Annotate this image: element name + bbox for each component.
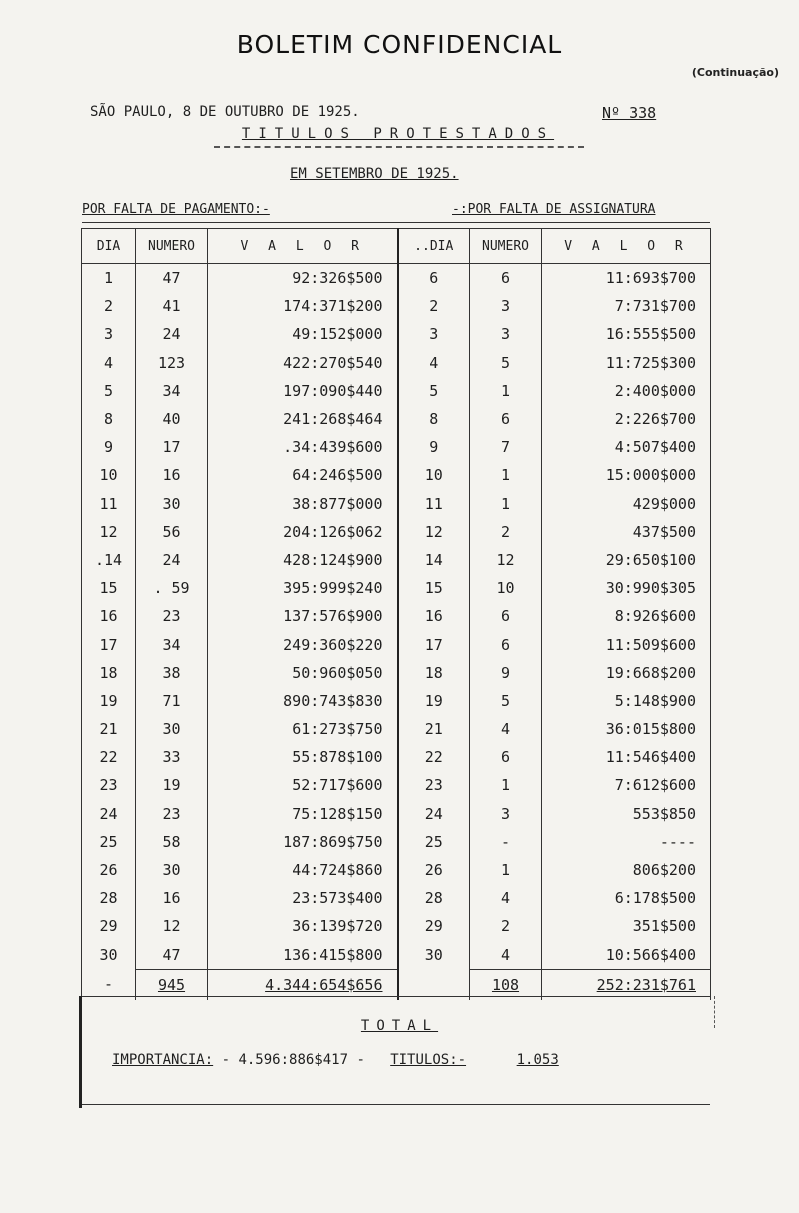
table-cell: 7:612$600 bbox=[542, 771, 711, 799]
table-cell: 30 bbox=[136, 856, 208, 884]
table-cell: 2 bbox=[398, 292, 470, 320]
table-cell: 123 bbox=[136, 349, 208, 377]
end-rule bbox=[82, 1104, 710, 1105]
table-cell: 24 bbox=[398, 800, 470, 828]
table-cell: 4 bbox=[470, 715, 542, 743]
table-cell: 26 bbox=[398, 856, 470, 884]
table-cell: 395:999$240 bbox=[208, 574, 398, 602]
table-cell: 10 bbox=[470, 574, 542, 602]
table-cell: 9 bbox=[398, 433, 470, 461]
table-cell: 19:668$200 bbox=[542, 659, 711, 687]
table-cell: 17 bbox=[82, 630, 136, 658]
column-header: NUMERO bbox=[136, 229, 208, 264]
table-cell: 92:326$500 bbox=[208, 264, 398, 293]
table-cell: 11 bbox=[398, 490, 470, 518]
table-cell: 64:246$500 bbox=[208, 461, 398, 489]
table-cell: 24 bbox=[136, 546, 208, 574]
table-cell: 16 bbox=[82, 602, 136, 630]
table-cell: 5 bbox=[470, 349, 542, 377]
table-cell: 71 bbox=[136, 687, 208, 715]
table-cell: 30 bbox=[136, 715, 208, 743]
table-cell: 1 bbox=[470, 377, 542, 405]
title-dashes bbox=[214, 146, 584, 148]
protest-table bbox=[81, 228, 711, 1000]
table-row bbox=[82, 518, 711, 546]
column-header: V A L O R bbox=[542, 229, 711, 264]
table-cell: 25 bbox=[82, 828, 136, 856]
table-cell: 437$500 bbox=[542, 518, 711, 546]
table-cell: 4.344:654$656 bbox=[208, 969, 398, 1000]
table-row bbox=[82, 771, 711, 799]
table-cell: 945 bbox=[136, 969, 208, 1000]
table-cell: 6 bbox=[398, 264, 470, 293]
table-row bbox=[82, 687, 711, 715]
table-cell: 1 bbox=[470, 771, 542, 799]
table-cell: - bbox=[470, 828, 542, 856]
left-section-heading: POR FALTA DE PAGAMENTO:- bbox=[82, 202, 270, 217]
table-cell: 23 bbox=[136, 602, 208, 630]
table-cell: 197:090$440 bbox=[208, 377, 398, 405]
table-cell: - bbox=[82, 969, 136, 1000]
table-cell: 11 bbox=[82, 490, 136, 518]
table-cell: 2:400$000 bbox=[542, 377, 711, 405]
table-cell: 4 bbox=[82, 349, 136, 377]
table-cell: 21 bbox=[82, 715, 136, 743]
table-cell: 25 bbox=[398, 828, 470, 856]
table-cell: 30 bbox=[82, 941, 136, 970]
table-cell: 351$500 bbox=[542, 912, 711, 940]
table-cell: 252:231$761 bbox=[542, 969, 711, 1000]
table-cell: 10 bbox=[398, 461, 470, 489]
right-section-heading: -:POR FALTA DE ASSIGNATURA bbox=[452, 202, 656, 217]
period-label: EM SETEMBRO DE 1925. bbox=[290, 166, 459, 182]
table-row bbox=[82, 320, 711, 348]
table-cell: 15 bbox=[398, 574, 470, 602]
section-title: TITULOS PROTESTADOS bbox=[241, 126, 555, 142]
summary-line bbox=[112, 1052, 559, 1068]
table-cell: 47 bbox=[136, 264, 208, 293]
table-cell: 47 bbox=[136, 941, 208, 970]
table-cell: 1 bbox=[82, 264, 136, 293]
table-cell: 58 bbox=[136, 828, 208, 856]
table-row bbox=[82, 574, 711, 602]
table-cell: 12 bbox=[82, 518, 136, 546]
table-cell: 11:693$700 bbox=[542, 264, 711, 293]
table-cell: 5:148$900 bbox=[542, 687, 711, 715]
table-cell: 52:717$600 bbox=[208, 771, 398, 799]
table-cell: 36:015$800 bbox=[542, 715, 711, 743]
section-divider bbox=[82, 222, 710, 223]
table-cell: 16:555$500 bbox=[542, 320, 711, 348]
table-row bbox=[82, 602, 711, 630]
table-cell: 2 bbox=[470, 912, 542, 940]
table-cell: 28 bbox=[82, 884, 136, 912]
table-cell: 30:990$305 bbox=[542, 574, 711, 602]
table-cell: 553$850 bbox=[542, 800, 711, 828]
table-cell: 3 bbox=[82, 320, 136, 348]
table-cell: 18 bbox=[82, 659, 136, 687]
table-cell: 9 bbox=[82, 433, 136, 461]
table-cell: 6 bbox=[470, 630, 542, 658]
table-cell: .34:439$600 bbox=[208, 433, 398, 461]
table-cell: .14 bbox=[82, 546, 136, 574]
footer-left-rule bbox=[79, 996, 82, 1108]
table-cell: 36:139$720 bbox=[208, 912, 398, 940]
table-cell: 9 bbox=[470, 659, 542, 687]
table-cell: 15:000$000 bbox=[542, 461, 711, 489]
table-cell: 2 bbox=[470, 518, 542, 546]
table-cell: 33 bbox=[136, 743, 208, 771]
table-row bbox=[82, 461, 711, 489]
titulos-value: 1.053 bbox=[516, 1052, 559, 1068]
table-row bbox=[82, 715, 711, 743]
table-cell: 428:124$900 bbox=[208, 546, 398, 574]
importancia-label: IMPORTANCIA: bbox=[112, 1052, 214, 1068]
table-cell: 4 bbox=[470, 884, 542, 912]
table-row bbox=[82, 377, 711, 405]
table-cell: 19 bbox=[398, 687, 470, 715]
table-cell: 19 bbox=[82, 687, 136, 715]
table-cell: 21 bbox=[398, 715, 470, 743]
table-row bbox=[82, 630, 711, 658]
table-cell: 24 bbox=[136, 320, 208, 348]
table-cell: 14 bbox=[398, 546, 470, 574]
table-cell: 22 bbox=[398, 743, 470, 771]
table-cell: 1 bbox=[470, 856, 542, 884]
table-row bbox=[82, 941, 711, 970]
table-cell: 12 bbox=[470, 546, 542, 574]
table-cell: 38 bbox=[136, 659, 208, 687]
table-cell: 137:576$900 bbox=[208, 602, 398, 630]
table-cell: 4 bbox=[470, 941, 542, 970]
table-row bbox=[82, 912, 711, 940]
table-cell: 23:573$400 bbox=[208, 884, 398, 912]
dateline: SÃO PAULO, 8 DE OUTUBRO DE 1925. bbox=[90, 104, 360, 120]
table-cell: 17 bbox=[136, 433, 208, 461]
column-header: NUMERO bbox=[470, 229, 542, 264]
table-cell: 23 bbox=[136, 800, 208, 828]
table-cell: 187:869$750 bbox=[208, 828, 398, 856]
table-cell: 11:725$300 bbox=[542, 349, 711, 377]
table-cell: 50:960$050 bbox=[208, 659, 398, 687]
table-row bbox=[82, 405, 711, 433]
table-cell: 5 bbox=[470, 687, 542, 715]
table-cell: 28 bbox=[398, 884, 470, 912]
table-cell: 24 bbox=[82, 800, 136, 828]
table-row bbox=[82, 659, 711, 687]
column-header: ..DIA bbox=[398, 229, 470, 264]
importancia-value: - 4.596:886$417 - bbox=[221, 1052, 365, 1068]
table-cell: 806$200 bbox=[542, 856, 711, 884]
table-cell: 41 bbox=[136, 292, 208, 320]
table-row bbox=[82, 264, 711, 293]
table-cell: 17 bbox=[398, 630, 470, 658]
table-cell: 55:878$100 bbox=[208, 743, 398, 771]
table-row bbox=[82, 828, 711, 856]
table-cell: 29 bbox=[398, 912, 470, 940]
table-cell: 3 bbox=[470, 320, 542, 348]
table-cell: 23 bbox=[398, 771, 470, 799]
table-cell: 3 bbox=[470, 800, 542, 828]
table-cell: 56 bbox=[136, 518, 208, 546]
table-cell: 30 bbox=[398, 941, 470, 970]
table-row bbox=[82, 490, 711, 518]
table-cell: 10 bbox=[82, 461, 136, 489]
table-cell: 8 bbox=[82, 405, 136, 433]
table-cell: 174:371$200 bbox=[208, 292, 398, 320]
column-header: DIA bbox=[82, 229, 136, 264]
table-row bbox=[82, 349, 711, 377]
table-cell: 2:226$700 bbox=[542, 405, 711, 433]
table-cell: 5 bbox=[398, 377, 470, 405]
table-cell: 30 bbox=[136, 490, 208, 518]
table-cell: 6 bbox=[470, 405, 542, 433]
table-cell: 11:546$400 bbox=[542, 743, 711, 771]
table-cell: 7:731$700 bbox=[542, 292, 711, 320]
table-cell: 19 bbox=[136, 771, 208, 799]
table-cell: 6:178$500 bbox=[542, 884, 711, 912]
table-cell: 204:126$062 bbox=[208, 518, 398, 546]
table-cell: 29 bbox=[82, 912, 136, 940]
table-cell: 6 bbox=[470, 602, 542, 630]
table-cell: 34 bbox=[136, 630, 208, 658]
table-cell: 23 bbox=[82, 771, 136, 799]
table-cell: 422:270$540 bbox=[208, 349, 398, 377]
table-row bbox=[82, 800, 711, 828]
table-cell: 890:743$830 bbox=[208, 687, 398, 715]
table-cell: 61:273$750 bbox=[208, 715, 398, 743]
table-cell: 34 bbox=[136, 377, 208, 405]
table-cell: 8:926$600 bbox=[542, 602, 711, 630]
total-heading bbox=[0, 1018, 799, 1034]
table-cell: 249:360$220 bbox=[208, 630, 398, 658]
continuation-note: (Continuação) bbox=[691, 66, 779, 79]
table-cell: 241:268$464 bbox=[208, 405, 398, 433]
table-cell: 6 bbox=[470, 264, 542, 293]
table-cell: 2 bbox=[82, 292, 136, 320]
table-cell: 136:415$800 bbox=[208, 941, 398, 970]
table-cell: 18 bbox=[398, 659, 470, 687]
table-row bbox=[82, 884, 711, 912]
table-cell: 5 bbox=[82, 377, 136, 405]
titulos-label: TITULOS:- bbox=[390, 1052, 467, 1068]
table-cell: 6 bbox=[470, 743, 542, 771]
table-cell: 8 bbox=[398, 405, 470, 433]
table-cell: 3 bbox=[398, 320, 470, 348]
table-row bbox=[82, 743, 711, 771]
table-cell: 16 bbox=[398, 602, 470, 630]
table-cell: ---- bbox=[542, 828, 711, 856]
table-cell: 29:650$100 bbox=[542, 546, 711, 574]
table-cell: 15 bbox=[82, 574, 136, 602]
table-cell: 16 bbox=[136, 461, 208, 489]
table-cell: 108 bbox=[470, 969, 542, 1000]
table-row bbox=[82, 546, 711, 574]
bulletin-number: Nº 338 bbox=[602, 104, 657, 122]
table-cell: 12 bbox=[398, 518, 470, 546]
total-heading-text: TOTAL bbox=[360, 1018, 439, 1034]
table-row bbox=[82, 856, 711, 884]
table-cell: 44:724$860 bbox=[208, 856, 398, 884]
table-cell: 3 bbox=[470, 292, 542, 320]
table-cell: 1 bbox=[470, 461, 542, 489]
table-cell: 7 bbox=[470, 433, 542, 461]
table-cell: 38:877$000 bbox=[208, 490, 398, 518]
table-bottom-rule bbox=[81, 996, 710, 997]
document-title: BOLETIM CONFIDENCIAL bbox=[236, 30, 563, 59]
table-cell: 4 bbox=[398, 349, 470, 377]
table-cell: 75:128$150 bbox=[208, 800, 398, 828]
column-header: V A L O R bbox=[208, 229, 398, 264]
table-cell: 40 bbox=[136, 405, 208, 433]
table-row bbox=[82, 433, 711, 461]
table-cell: 4:507$400 bbox=[542, 433, 711, 461]
table-cell: 1 bbox=[470, 490, 542, 518]
table-cell: 10:566$400 bbox=[542, 941, 711, 970]
table-cell: 12 bbox=[136, 912, 208, 940]
table-cell: . 59 bbox=[136, 574, 208, 602]
table-cell: 11:509$600 bbox=[542, 630, 711, 658]
table-cell: 49:152$000 bbox=[208, 320, 398, 348]
table-row bbox=[82, 292, 711, 320]
table-cell: 429$000 bbox=[542, 490, 711, 518]
table-cell: 16 bbox=[136, 884, 208, 912]
table-cell: 22 bbox=[82, 743, 136, 771]
table-header-row bbox=[82, 229, 711, 264]
table-cell: 26 bbox=[82, 856, 136, 884]
